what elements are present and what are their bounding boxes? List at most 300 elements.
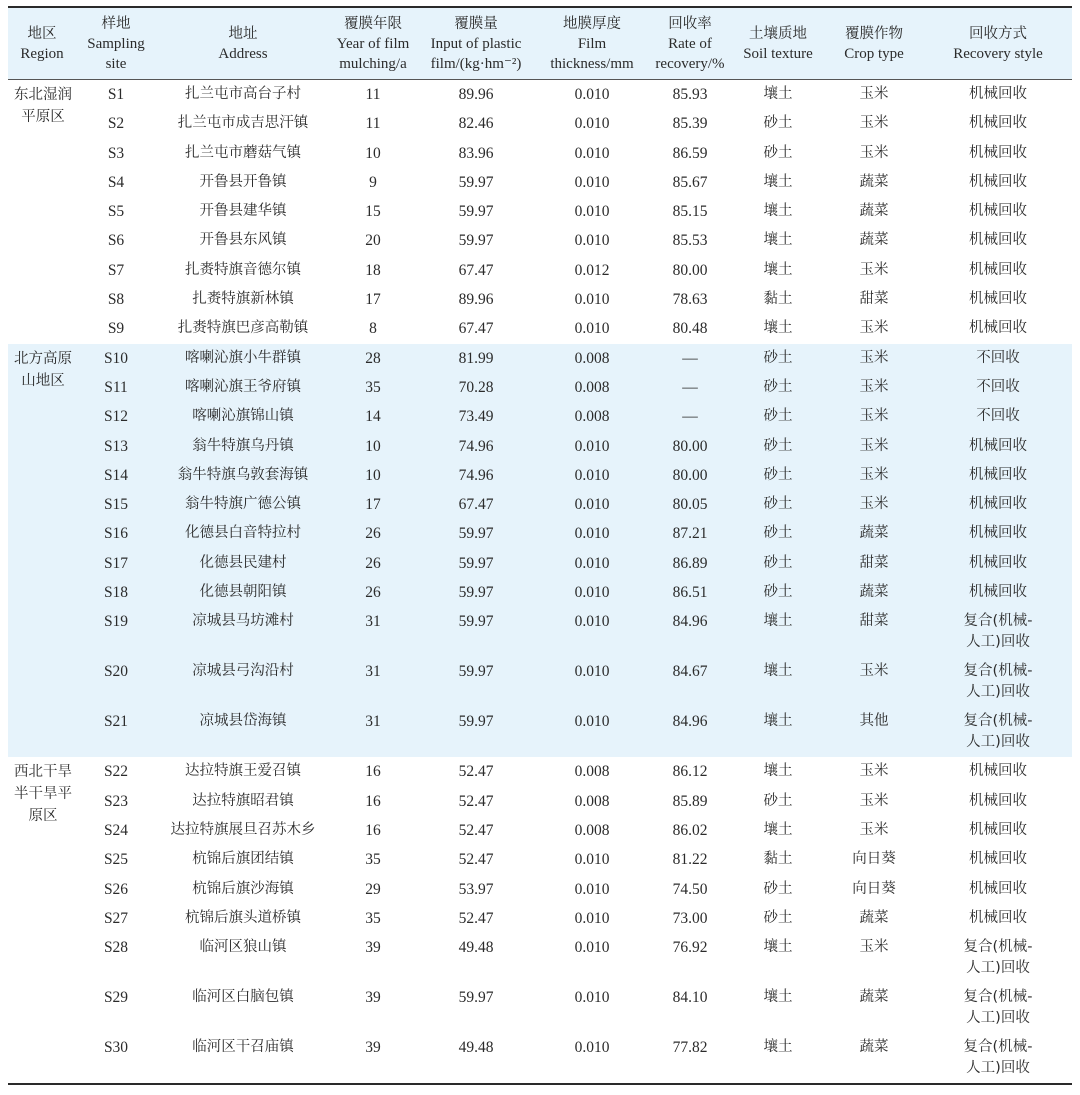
recovery-cell: 80.00	[648, 461, 732, 490]
soil-cell: 壤土	[763, 763, 793, 780]
style-cell	[924, 904, 1072, 933]
crop-cell: 甜菜	[824, 607, 924, 657]
recovery-cell: 84.67	[648, 657, 732, 707]
recovery-cell: 86.51	[648, 578, 732, 607]
table-row	[8, 657, 1072, 707]
recovery-style-label: 机械回收	[969, 232, 1027, 249]
table-row	[8, 757, 1072, 786]
input-cell: 83.96	[458, 144, 494, 162]
header-style: 回收方式 Recovery style	[924, 7, 1072, 80]
table-row	[8, 904, 1072, 933]
input-cell: 70.28	[416, 373, 536, 402]
region-label: 东北湿润平原区	[14, 87, 72, 125]
address-cell: 扎赉特旗新林镇	[192, 291, 294, 308]
thickness-cell: 0.010	[536, 657, 648, 707]
thickness-cell: 0.010	[574, 86, 610, 103]
soil-cell: 壤土	[763, 261, 793, 278]
address-cell: 化德县民建村	[156, 549, 330, 578]
style-cell	[924, 226, 1072, 255]
recovery-cell: 85.53	[672, 232, 708, 250]
site-cell: S28	[103, 939, 129, 957]
recovery-style-label: 机械回收	[969, 821, 1027, 838]
recovery-cell: 87.21	[648, 519, 732, 548]
input-cell: 67.47	[416, 490, 536, 519]
style-cell	[924, 373, 1072, 402]
style-cell	[924, 983, 1072, 1033]
table-row	[8, 787, 1072, 816]
recovery-style-label: 机械回收	[969, 851, 1027, 868]
years-cell: 9	[369, 173, 377, 191]
site-cell: S21	[76, 707, 156, 757]
thickness-cell: 0.010	[536, 707, 648, 757]
thickness-cell: 0.010	[536, 578, 648, 607]
site-cell: S9	[107, 320, 125, 338]
region-cell	[8, 344, 76, 758]
header-years: 覆膜年限 Year of film mulching/a	[330, 7, 416, 80]
thickness-cell: 0.010	[574, 320, 610, 338]
thickness-cell: 0.010	[574, 851, 610, 869]
table-row	[8, 933, 1072, 983]
style-cell	[924, 707, 1072, 757]
crop-cell: 其他	[824, 707, 924, 757]
crop-cell: 玉米	[824, 402, 924, 431]
address-cell: 凉城县弓沟沿村	[156, 657, 330, 707]
style-cell	[924, 787, 1072, 816]
input-cell: 89.96	[458, 291, 494, 309]
soil-cell: 壤土	[763, 320, 793, 337]
table-row	[8, 578, 1072, 607]
soil-cell: 壤土	[763, 939, 793, 956]
site-cell: S23	[103, 792, 129, 810]
address-cell: 杭锦后旗头道桥镇	[185, 909, 301, 926]
address-cell: 翁牛特旗广德公镇	[156, 490, 330, 519]
table-row	[8, 373, 1072, 402]
table-row	[8, 256, 1072, 285]
soil-cell: 壤土	[732, 657, 824, 707]
thickness-cell: 0.010	[574, 232, 610, 250]
thickness-cell: 0.010	[574, 1039, 610, 1057]
site-cell: S8	[107, 291, 125, 309]
crop-cell: 玉米	[859, 821, 889, 838]
thickness-cell: 0.010	[574, 989, 610, 1007]
address-cell: 开鲁县开鲁镇	[199, 173, 287, 190]
address-cell: 化德县朝阳镇	[156, 578, 330, 607]
site-cell: S29	[103, 989, 129, 1007]
recovery-style-label: 机械回收	[969, 261, 1027, 278]
recovery-style-label: 复合(机械-人工)回收	[963, 713, 1033, 751]
soil-cell: 砂土	[732, 549, 824, 578]
input-cell: 82.46	[458, 115, 494, 133]
address-cell: 临河区狼山镇	[199, 939, 287, 956]
site-cell: S1	[107, 86, 125, 103]
years-cell: 15	[365, 203, 381, 221]
style-cell	[924, 549, 1072, 578]
recovery-cell: 85.89	[672, 792, 708, 810]
address-cell: 扎赉特旗音德尔镇	[185, 261, 301, 278]
site-cell: S3	[107, 144, 125, 162]
years-cell: 20	[365, 232, 381, 250]
years-cell: 17	[330, 490, 416, 519]
address-cell: 化德县白音特拉村	[156, 519, 330, 548]
style-cell	[924, 607, 1072, 657]
input-cell: 74.96	[416, 432, 536, 461]
years-cell: 31	[330, 607, 416, 657]
thickness-cell: 0.008	[574, 792, 610, 810]
crop-cell: 蔬菜	[859, 1039, 889, 1056]
table-row	[8, 461, 1072, 490]
site-cell: S20	[76, 657, 156, 707]
header-address: 地址 Address	[156, 7, 330, 80]
style-cell	[924, 519, 1072, 548]
style-cell	[924, 1033, 1072, 1084]
soil-cell: 砂土	[732, 373, 824, 402]
thickness-cell: 0.010	[574, 909, 610, 927]
recovery-style-label: 不回收	[976, 408, 1020, 425]
table-row	[8, 226, 1072, 255]
years-cell: 35	[365, 909, 381, 927]
thickness-cell: 0.010	[536, 519, 648, 548]
table-row	[8, 490, 1072, 519]
thickness-cell: 0.010	[574, 203, 610, 221]
region-cell	[8, 80, 76, 344]
site-cell: S19	[76, 607, 156, 657]
years-cell: 16	[365, 821, 381, 839]
thickness-cell: 0.010	[536, 461, 648, 490]
address-cell: 喀喇沁旗王爷府镇	[156, 373, 330, 402]
site-cell: S4	[107, 173, 125, 191]
soil-cell: 壤土	[763, 821, 793, 838]
address-cell: 凉城县马坊滩村	[156, 607, 330, 657]
address-cell: 扎兰屯市高台子村	[185, 86, 301, 102]
crop-cell: 玉米	[824, 432, 924, 461]
address-cell: 扎赉特旗巴彦高勒镇	[177, 320, 309, 337]
recovery-style-label: 机械回收	[969, 554, 1027, 571]
header-site: 样地 Sampling site	[76, 7, 156, 80]
recovery-cell: —	[648, 373, 732, 402]
thickness-cell: 0.012	[574, 261, 610, 279]
years-cell: 17	[365, 291, 381, 309]
recovery-cell: —	[648, 344, 732, 373]
recovery-style-label: 机械回收	[969, 173, 1027, 190]
thickness-cell: 0.010	[574, 291, 610, 309]
table-row	[8, 519, 1072, 548]
soil-cell: 砂土	[763, 880, 793, 897]
address-cell: 杭锦后旗团结镇	[192, 851, 294, 868]
address-cell: 扎兰屯市蘑菇气镇	[185, 144, 301, 161]
input-cell: 59.97	[416, 519, 536, 548]
site-cell: S17	[76, 549, 156, 578]
table-row	[8, 707, 1072, 757]
style-cell	[924, 816, 1072, 845]
years-cell: 14	[330, 402, 416, 431]
recovery-cell: —	[648, 402, 732, 431]
soil-cell: 黏土	[763, 851, 793, 868]
address-cell: 达拉特旗展旦召苏木乡	[170, 821, 316, 838]
years-cell: 18	[365, 261, 381, 279]
style-cell	[924, 845, 1072, 874]
recovery-style-label: 机械回收	[969, 880, 1027, 897]
site-cell: S13	[76, 432, 156, 461]
address-cell: 扎兰屯市成吉思汗镇	[177, 115, 309, 132]
recovery-style-label: 不回收	[976, 378, 1020, 395]
soil-cell: 壤土	[763, 1039, 793, 1056]
address-cell: 翁牛特旗乌敦套海镇	[156, 461, 330, 490]
input-cell: 52.47	[458, 821, 494, 839]
recovery-cell: 86.59	[672, 144, 708, 162]
address-cell: 临河区干召庙镇	[192, 1039, 294, 1056]
input-cell: 52.47	[458, 792, 494, 810]
years-cell: 39	[365, 989, 381, 1007]
input-cell: 52.47	[458, 909, 494, 927]
thickness-cell: 0.008	[536, 344, 648, 373]
soil-cell: 壤土	[763, 173, 793, 190]
soil-cell: 壤土	[763, 203, 793, 220]
soil-cell: 壤土	[763, 86, 793, 102]
crop-cell: 玉米	[859, 144, 889, 161]
recovery-style-label: 机械回收	[969, 909, 1027, 926]
style-cell	[924, 314, 1072, 343]
input-cell: 59.97	[458, 173, 494, 191]
address-cell: 临河区白脑包镇	[192, 989, 294, 1006]
soil-cell: 砂土	[732, 432, 824, 461]
recovery-cell: 78.63	[672, 291, 708, 309]
table-row	[8, 402, 1072, 431]
recovery-style-label: 机械回收	[969, 291, 1027, 308]
years-cell: 26	[330, 578, 416, 607]
thickness-cell: 0.008	[574, 763, 610, 781]
crop-cell: 蔬菜	[824, 519, 924, 548]
input-cell: 53.97	[458, 880, 494, 898]
recovery-style-label: 机械回收	[969, 466, 1027, 483]
crop-cell: 玉米	[859, 115, 889, 132]
soil-cell: 砂土	[763, 144, 793, 161]
address-cell: 达拉特旗王爱召镇	[185, 763, 301, 780]
crop-cell: 玉米	[824, 344, 924, 373]
header-crop: 覆膜作物 Crop type	[824, 7, 924, 80]
recovery-cell: 80.48	[672, 320, 708, 338]
site-cell: S12	[76, 402, 156, 431]
recovery-cell: 84.10	[672, 989, 708, 1007]
recovery-style-label: 机械回收	[969, 115, 1027, 132]
site-cell: S22	[103, 763, 129, 781]
site-cell: S2	[107, 115, 125, 133]
soil-cell: 砂土	[763, 792, 793, 809]
style-cell	[924, 657, 1072, 707]
style-cell	[924, 432, 1072, 461]
header-soil: 土壤质地 Soil texture	[732, 7, 824, 80]
site-cell: S14	[76, 461, 156, 490]
soil-cell: 砂土	[763, 909, 793, 926]
table-row	[8, 607, 1072, 657]
crop-cell: 蔬菜	[859, 909, 889, 926]
style-cell	[924, 578, 1072, 607]
table-row	[8, 168, 1072, 197]
crop-cell: 玉米	[859, 939, 889, 956]
recovery-style-label: 复合(机械-人工)回收	[963, 613, 1033, 651]
soil-cell: 黏土	[763, 291, 793, 308]
input-cell: 59.97	[458, 989, 494, 1007]
style-cell	[924, 285, 1072, 314]
table-header	[8, 7, 1072, 80]
table-row	[8, 139, 1072, 168]
years-cell: 11	[365, 86, 381, 103]
soil-cell: 壤土	[732, 707, 824, 757]
address-cell: 开鲁县建华镇	[199, 203, 287, 220]
crop-cell: 玉米	[859, 261, 889, 278]
table-row	[8, 983, 1072, 1033]
soil-cell: 砂土	[732, 402, 824, 431]
table-row	[8, 197, 1072, 226]
crop-cell: 玉米	[824, 373, 924, 402]
recovery-cell: 86.89	[648, 549, 732, 578]
recovery-cell: 86.02	[672, 821, 708, 839]
input-cell: 59.97	[458, 232, 494, 250]
style-cell	[924, 344, 1072, 373]
address-cell: 喀喇沁旗锦山镇	[156, 402, 330, 431]
address-cell: 翁牛特旗乌丹镇	[156, 432, 330, 461]
thickness-cell: 0.010	[574, 173, 610, 191]
style-cell	[924, 490, 1072, 519]
recovery-cell: 74.50	[672, 880, 708, 898]
table-row	[8, 344, 1072, 373]
site-cell: S15	[76, 490, 156, 519]
crop-cell: 蔬菜	[859, 173, 889, 190]
input-cell: 59.97	[416, 549, 536, 578]
site-cell: S7	[107, 261, 125, 279]
input-cell: 74.96	[416, 461, 536, 490]
crop-cell: 向日葵	[852, 851, 896, 868]
table-row	[8, 432, 1072, 461]
crop-cell: 向日葵	[852, 880, 896, 897]
recovery-cell: 77.82	[672, 1039, 708, 1057]
site-cell: S16	[76, 519, 156, 548]
bottom-rule	[8, 1084, 1072, 1085]
crop-cell: 玉米	[824, 490, 924, 519]
style-cell	[924, 168, 1072, 197]
soil-cell: 砂土	[732, 490, 824, 519]
table-body	[8, 80, 1072, 1085]
soil-cell: 砂土	[732, 344, 824, 373]
recovery-style-label: 复合(机械-人工)回收	[963, 989, 1033, 1027]
years-cell: 16	[365, 792, 381, 810]
recovery-cell: 80.00	[648, 432, 732, 461]
recovery-cell: 85.15	[672, 203, 708, 221]
years-cell: 29	[365, 880, 381, 898]
years-cell: 35	[365, 851, 381, 869]
table-row	[8, 845, 1072, 874]
site-cell: S24	[103, 821, 129, 839]
crop-cell: 玉米	[859, 792, 889, 809]
site-cell: S27	[103, 909, 129, 927]
soil-cell: 砂土	[732, 461, 824, 490]
table-row	[8, 80, 1072, 110]
region-cell	[8, 757, 76, 1084]
recovery-cell: 84.96	[648, 607, 732, 657]
style-cell	[924, 80, 1072, 110]
recovery-cell: 80.00	[672, 261, 708, 279]
thickness-cell: 0.010	[536, 607, 648, 657]
years-cell: 31	[330, 707, 416, 757]
address-cell: 达拉特旗昭君镇	[192, 792, 294, 809]
crop-cell: 蔬菜	[859, 989, 889, 1006]
recovery-style-label: 机械回收	[969, 203, 1027, 220]
recovery-style-label: 机械回收	[969, 496, 1027, 513]
region-label: 西北干旱半干旱平原区	[14, 764, 72, 825]
input-cell: 89.96	[458, 86, 494, 103]
crop-cell: 蔬菜	[859, 203, 889, 220]
input-cell: 67.47	[458, 320, 494, 338]
recovery-style-label: 机械回收	[969, 525, 1027, 542]
soil-cell: 砂土	[732, 519, 824, 548]
crop-cell: 蔬菜	[824, 578, 924, 607]
site-cell: S5	[107, 203, 125, 221]
site-cell: S11	[76, 373, 156, 402]
style-cell	[924, 875, 1072, 904]
header-recovery: 回收率 Rate of recovery/%	[648, 7, 732, 80]
recovery-cell: 80.05	[648, 490, 732, 519]
address-cell: 凉城县岱海镇	[156, 707, 330, 757]
input-cell: 81.99	[416, 344, 536, 373]
recovery-cell: 85.93	[672, 86, 708, 103]
soil-cell: 壤土	[732, 607, 824, 657]
site-cell: S10	[76, 344, 156, 373]
recovery-style-label: 复合(机械-人工)回收	[963, 939, 1033, 977]
recovery-style-label: 机械回收	[969, 584, 1027, 601]
thickness-cell: 0.008	[574, 821, 610, 839]
input-cell: 59.97	[416, 578, 536, 607]
address-cell: 杭锦后旗沙海镇	[192, 880, 294, 897]
input-cell: 59.97	[416, 707, 536, 757]
recovery-cell: 76.92	[672, 939, 708, 957]
recovery-cell: 73.00	[672, 909, 708, 927]
crop-cell: 玉米	[824, 461, 924, 490]
thickness-cell: 0.010	[536, 549, 648, 578]
years-cell: 10	[330, 432, 416, 461]
recovery-style-label: 复合(机械-人工)回收	[963, 663, 1033, 701]
recovery-cell: 84.96	[648, 707, 732, 757]
soil-cell: 砂土	[763, 115, 793, 132]
recovery-style-label: 机械回收	[969, 86, 1027, 102]
recovery-style-label: 复合(机械-人工)回收	[963, 1039, 1033, 1077]
recovery-cell: 85.67	[672, 173, 708, 191]
recovery-cell: 85.39	[672, 115, 708, 133]
years-cell: 35	[330, 373, 416, 402]
years-cell: 11	[365, 115, 381, 133]
years-cell: 31	[330, 657, 416, 707]
style-cell	[924, 139, 1072, 168]
style-cell	[924, 109, 1072, 138]
years-cell: 8	[369, 320, 377, 338]
recovery-style-label: 机械回收	[969, 320, 1027, 337]
soil-cell: 砂土	[732, 578, 824, 607]
site-cell: S25	[103, 851, 129, 869]
recovery-cell: 81.22	[672, 851, 708, 869]
thickness-cell: 0.010	[536, 432, 648, 461]
header-input: 覆膜量 Input of plastic film/(kg·hm⁻²)	[416, 7, 536, 80]
site-cell: S6	[107, 232, 125, 250]
thickness-cell: 0.010	[574, 144, 610, 162]
thickness-cell: 0.008	[536, 373, 648, 402]
region-label: 北方高原山地区	[14, 350, 72, 389]
table-row	[8, 109, 1072, 138]
years-cell: 26	[330, 519, 416, 548]
input-cell: 49.48	[458, 1039, 494, 1057]
crop-cell: 甜菜	[859, 291, 889, 308]
soil-cell: 壤土	[763, 232, 793, 249]
input-cell: 49.48	[458, 939, 494, 957]
thickness-cell: 0.008	[536, 402, 648, 431]
thickness-cell: 0.010	[574, 939, 610, 957]
